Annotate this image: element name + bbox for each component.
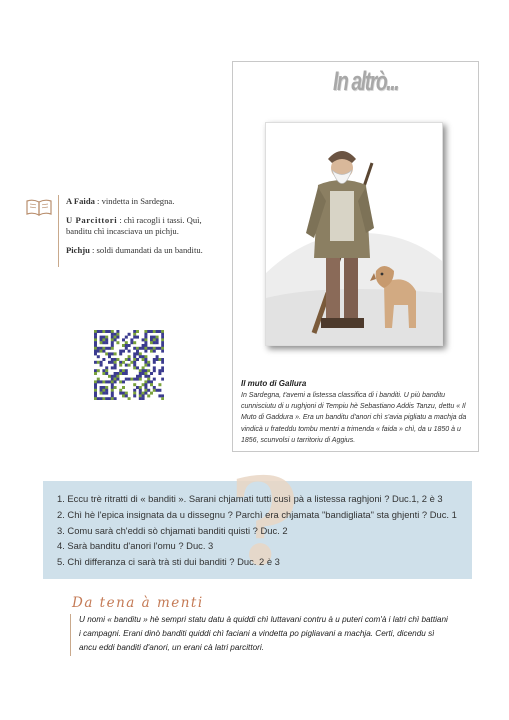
glossary-term: A Faida	[66, 196, 95, 206]
question-item: 4. Sarà banditu d'anori l'omu ? Duc. 3	[57, 540, 214, 552]
questions-list	[57, 491, 457, 570]
caption-title: Il muto di Gallura	[241, 379, 307, 388]
figure-panel	[232, 61, 479, 452]
glossary-term: Pichju	[66, 244, 90, 255]
glossary-definition: : vindetta in Sardegna.	[94, 196, 175, 206]
note-body: U nomi « banditu » hè sempri statu datu à quiddi chì luttavani contru à u puteri com'à i latri chì battiani i campagni. Erani dinò banditi quiddi chì faciani a vindetta po pigliavani a machja. Certi, dicendu sì ancu eddi banditi d'anori, un erani cà latri parcittori.	[79, 615, 448, 652]
question-item: 3. Comu sarà ch'eddi sò chjamati banditi quisti ? Duc. 2	[57, 524, 288, 536]
glossary	[66, 196, 226, 263]
glossary-entry	[66, 245, 226, 257]
glossary-definition: : chì racogli i tassi. Quì, banditu chì incasciava un pichju.	[66, 214, 202, 236]
glossary-definition: : soldi dumandati da un banditu.	[89, 244, 203, 255]
question-item: 5. Chì differanza ci sarà trà sti dui banditi ? Duc. 2 è 3	[57, 556, 280, 568]
qr-code-icon[interactable]	[94, 330, 164, 400]
glossary-divider	[58, 195, 59, 267]
note-title: Da tena à menti	[72, 595, 204, 611]
bandit-illustration	[265, 122, 443, 346]
glossary-entry	[66, 215, 226, 238]
note-divider	[70, 614, 71, 656]
glossary-entry	[66, 196, 226, 208]
question-item: 2. Chì hè l'epica insignata da u dissegnu ? Parchì era chjamata "bandigliata" sta ghjenti ? Duc. 1	[57, 508, 457, 520]
figure-title: In altrò...	[333, 66, 399, 96]
book-icon	[26, 198, 52, 216]
questions-box	[43, 452, 472, 593]
question-mark-icon: ?	[229, 452, 300, 593]
caption-body: In Sardegna, t'avemi a listessa classifica di i banditi. U più banditu cunnisciutu di u rughjoni di Tempiu hè Sebastiano Addis Tanzu, dettu « Il Muto di Gaddura ». Era un banditu d'anori chì s'avia pigliatu a machja da vindicà u frateddu tombu mentri a trimenda « faida » chì, da u 1850 à u 1856, scunvolsi u tarritoriu di Aggius.	[241, 392, 467, 444]
question-item: 1. Eccu trè ritratti di « banditi ». Sarani chjamati tutti cusì pà a listessa raghjoni ? Duc.1, 2 è 3	[57, 493, 443, 504]
glossary-term: U Parcittori	[66, 214, 118, 225]
